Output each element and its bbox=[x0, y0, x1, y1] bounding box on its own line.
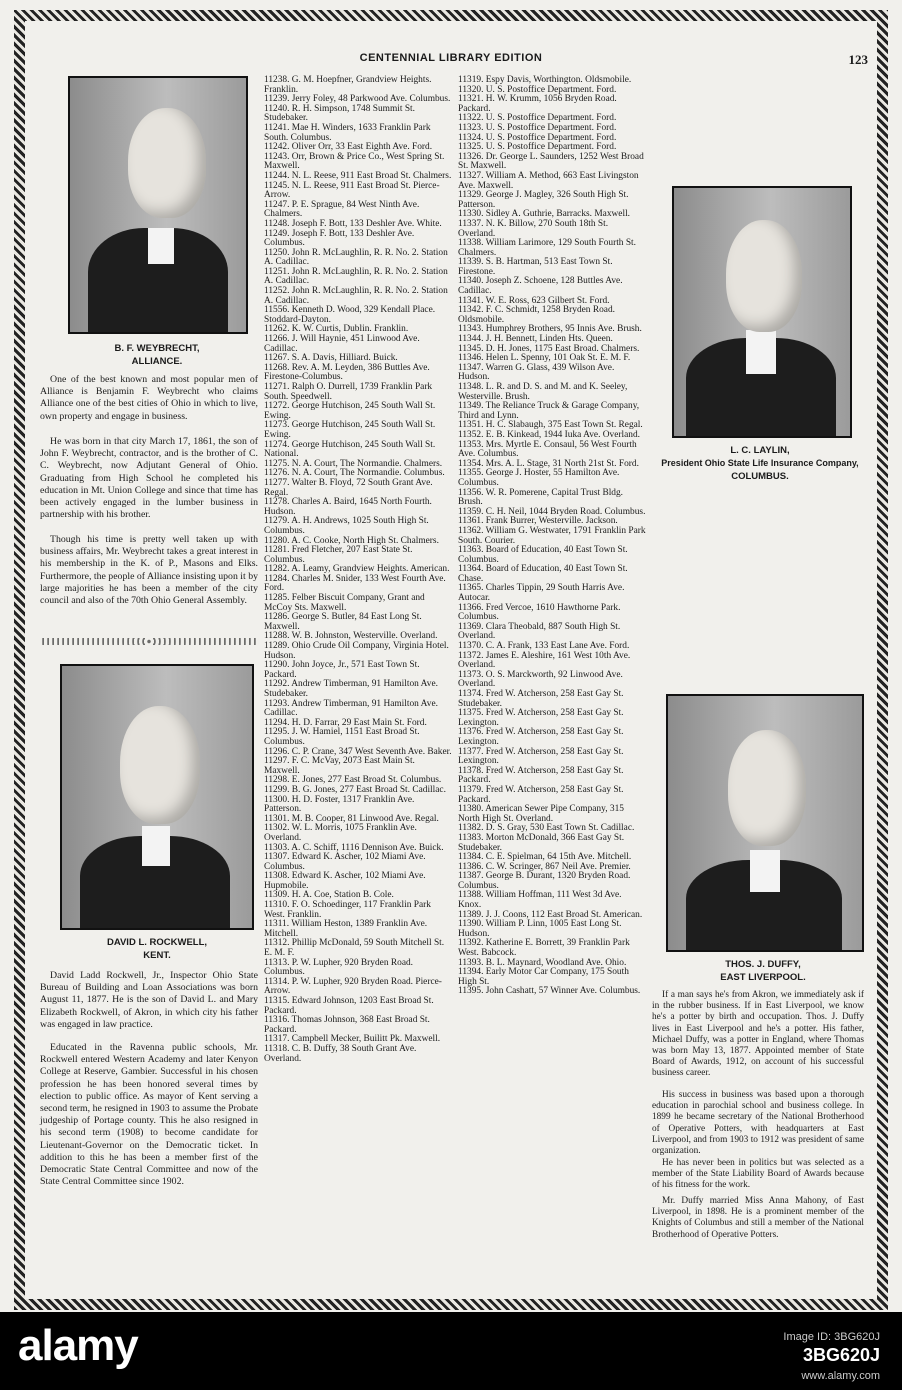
list-item: 11249. Joseph F. Bott, 133 Deshler Ave. Columbus. bbox=[264, 228, 415, 249]
list-item: 11351. H. C. Slabaugh, 375 East Town St. Regal. bbox=[458, 420, 643, 431]
list-item: 11389. J. J. Coons, 112 East Broad St. American. bbox=[458, 909, 643, 920]
list-item: 11326. Dr. George L. Saunders, 1252 West Broad St. Maxwell. bbox=[458, 151, 644, 172]
list-item: 11281. Fred Fletcher, 207 East State St. Columbus. bbox=[264, 545, 413, 565]
list-item: 11361. Frank Burrer, Westerville. Jackson. bbox=[458, 516, 618, 527]
list-item: 11309. H. A. Coe, Station B. Cole. bbox=[264, 890, 394, 901]
list-item: 11241. Mae H. Winders, 1633 Franklin Park South. Columbus. bbox=[264, 122, 431, 143]
page-number: 123 bbox=[848, 52, 868, 67]
list-item: 11315. Edward Johnson, 1203 East Broad St. Packard. bbox=[264, 996, 434, 1016]
list-item: 11302. W. L. Morris, 1075 Franklin Ave. Overland. bbox=[264, 823, 417, 843]
list-item: 11242. Oliver Orr, 33 East Eighth Ave. Ford. bbox=[264, 142, 433, 153]
watermark-logo: alamy bbox=[18, 1321, 138, 1370]
registration-list-2 bbox=[458, 76, 646, 997]
list-item: 11282. A. Leamy, Grandview Heights. American. bbox=[264, 564, 450, 575]
list-item: 11243. Orr, Brown & Price Co., West Spring St. Maxwell. bbox=[264, 151, 445, 172]
registration-list-1 bbox=[264, 76, 452, 1064]
list-item: 11327. William A. Method, 663 East Livingston Ave. Maxwell. bbox=[458, 170, 639, 191]
page-inner bbox=[30, 24, 872, 1298]
list-item: 11294. H. D. Farrar, 29 East Main St. Ford. bbox=[264, 717, 427, 728]
caption-duffy bbox=[658, 958, 868, 984]
list-item: 11300. H. D. Foster, 1317 Franklin Ave. Patterson. bbox=[264, 794, 415, 815]
duffy-para-3: He has never been in politics but was selected as a member of the State Liability Board of Awards because of his fitness for the work. bbox=[652, 1158, 864, 1191]
list-item: 11373. O. S. Marckworth, 92 Linwood Ave. Overland. bbox=[458, 669, 623, 690]
caption-rockwell-name: DAVID L. ROCKWELL, bbox=[106, 937, 208, 948]
watermark-url: www.alamy.com bbox=[801, 1370, 880, 1382]
watermark-code: 3BG620J bbox=[802, 1345, 880, 1365]
list-item: 11341. W. E. Ross, 623 Gilbert St. Ford. bbox=[458, 295, 610, 306]
list-item: 11339. S. B. Hartman, 513 East Town St. Firestone. bbox=[458, 257, 613, 277]
list-item: 11317. Campbell Mecker, Builitt Pk. Maxwell. bbox=[264, 1034, 441, 1045]
list-item: 11353. Mrs. Myrtle E. Consaul, 56 West Fourth Ave. Columbus. bbox=[458, 439, 637, 460]
caption-rockwell-place: KENT. bbox=[143, 950, 171, 961]
list-item: 11388. William Hoffman, 111 West 3d Ave. Knox. bbox=[458, 890, 622, 911]
list-item: 11340. Joseph Z. Schoene, 128 Buttles Ave. Cadillac. bbox=[458, 276, 623, 297]
list-item: 11372. James E. Aleshire, 161 West 10th Ave. Overland. bbox=[458, 650, 631, 671]
list-item: 11325. U. S. Postoffice Department. Ford. bbox=[458, 142, 617, 153]
list-item: 11301. M. B. Cooper, 81 Linwood Ave. Regal. bbox=[264, 813, 439, 824]
duffy-para-2: His success in business was based upon a thorough education in parochial school and business college. In 1899 he became secretary of the National Brotherhood of Operative Potters, with headquarters at East Liverpool, and from 1903 to 1912 was president of same organization. bbox=[652, 1090, 864, 1157]
list-item: 11362. William G. Westwater, 1791 Franklin Park South. Courier. bbox=[458, 525, 646, 546]
list-item: 11393. B. L. Maynard, Woodland Ave. Ohio. bbox=[458, 957, 627, 968]
rockwell-para-1: David Ladd Rockwell, Jr., Inspector Ohio State Bureau of Building and Loan Associations was born August 11, 1877. He is the son of David L. and Mary Elizabeth Rockwell, of Akron, in which city his father was engaged in law practice. bbox=[40, 970, 258, 1030]
list-item: 11275. N. A. Court, The Normandie. Chalmers. bbox=[264, 458, 443, 469]
list-item: 11276. N. A. Court, The Normandie. Columbus. bbox=[264, 468, 445, 479]
duffy-para-4: Mr. Duffy married Miss Anna Mahony, of East Liverpool, in 1898. He is a prominent member of the Knights of Columbus and still a member of the National Brotherhood of Operative Potters. bbox=[652, 1196, 864, 1240]
list-item: 11248. Joseph F. Bott, 133 Deshler Ave. White. bbox=[264, 218, 442, 229]
list-item: 11266. J. Will Haynie, 451 Linwood Ave. Cadillac. bbox=[264, 334, 420, 354]
list-item: 11392. Katherine E. Borrett, 39 Franklin Park West. Babcock. bbox=[458, 938, 630, 959]
portrait-laylin bbox=[672, 186, 852, 438]
page-header-title: CENTENNIAL LIBRARY EDITION bbox=[359, 52, 543, 64]
list-item: 11318. C. B. Duffy, 38 South Grant Ave. Overland. bbox=[264, 1043, 417, 1064]
portrait-weybrecht bbox=[68, 76, 248, 334]
portrait-duffy bbox=[666, 694, 864, 952]
list-item: 11359. C. H. Neil, 1044 Bryden Road. Columbus. bbox=[458, 506, 646, 517]
list-item: 11289. Ohio Crude Oil Company, Virginia Hotel. Hudson. bbox=[264, 641, 449, 661]
list-item: 11308. Edward K. Ascher, 102 Miami Ave. Hupmobile. bbox=[264, 871, 426, 891]
list-item: 11252. John R. McLaughlin, R. R. No. 2. Station A. Cadillac. bbox=[264, 286, 448, 306]
list-item: 11298. E. Jones, 277 East Broad St. Columbus. bbox=[264, 775, 442, 786]
list-item: 11395. John Cashatt, 57 Winner Ave. Columbus. bbox=[458, 986, 641, 997]
list-item: 11323. U. S. Postoffice Department. Ford. bbox=[458, 122, 617, 133]
list-item: 11290. John Joyce, Jr., 571 East Town St. Packard. bbox=[264, 660, 420, 680]
list-item: 11346. Helen L. Spenny, 101 Oak St. E. M. F. bbox=[458, 353, 631, 364]
list-item: 11355. George J. Hoster, 55 Hamilton Ave. Columbus. bbox=[458, 468, 620, 488]
weybrecht-para-1: One of the best known and most popular men of Alliance is Benjamin F. Weybrecht who claims Alliance one of the best cities of Ohio in which to live, own property and engage in business. bbox=[40, 374, 258, 422]
list-item: 11311. William Heston, 1389 Franklin Ave. Mitchell. bbox=[264, 919, 428, 939]
list-item: 11268. Rev. A. M. Leyden, 386 Buttles Ave. Firestone-Columbus. bbox=[264, 362, 430, 383]
list-item: 11247. P. E. Sprague, 84 West Ninth Ave. Chalmers. bbox=[264, 199, 420, 220]
list-item: 11313. P. W. Lupher, 920 Bryden Road. Columbus. bbox=[264, 957, 414, 978]
list-item: 11250. John R. McLaughlin, R. R. No. 2. Station A. Cadillac. bbox=[264, 247, 448, 268]
list-item: 11303. A. C. Schiff, 1116 Dennison Ave. Buick. bbox=[264, 842, 444, 853]
list-item: 11394. Early Motor Car Company, 175 South High St. bbox=[458, 967, 629, 987]
list-item: 11240. R. H. Simpson, 1748 Summit St. Studebaker. bbox=[264, 103, 415, 124]
list-item: 11277. Walter B. Floyd, 72 South Grant Ave. Regal. bbox=[264, 477, 433, 498]
list-item: 11322. U. S. Postoffice Department. Ford. bbox=[458, 113, 617, 124]
list-item: 11330. Sidley A. Guthrie, Barracks. Maxwell. bbox=[458, 209, 631, 220]
list-item: 11347. Warren G. Glass, 439 Wilson Ave. Hudson. bbox=[458, 362, 615, 383]
caption-weybrecht-place: ALLIANCE. bbox=[131, 356, 183, 367]
list-item: 11324. U. S. Postoffice Department. Ford. bbox=[458, 132, 617, 143]
list-item: 11316. Thomas Johnson, 368 East Broad St. Packard. bbox=[264, 1015, 430, 1035]
list-item: 11386. C. W. Scringer, 867 Neil Ave. Premier. bbox=[458, 861, 631, 872]
list-item: 11278. Charles A. Baird, 1645 North Fourth. Hudson. bbox=[264, 497, 432, 517]
list-item: 11338. William Larimore, 129 South Fourth St. Chalmers. bbox=[458, 238, 636, 258]
portrait-rockwell bbox=[60, 664, 254, 930]
list-item: 11337. N. K. Billow, 270 South 18th St. Overland. bbox=[458, 218, 609, 239]
list-item: 11307. Edward K. Ascher, 102 Miami Ave. Columbus. bbox=[264, 852, 426, 872]
list-item: 11251. John R. McLaughlin, R. R. No. 2. Station A. Cadillac. bbox=[264, 266, 448, 287]
caption-laylin-place: COLUMBUS. bbox=[731, 471, 789, 482]
list-item: 11387. George B. Durant, 1320 Bryden Road. Columbus. bbox=[458, 871, 631, 891]
list-item: 11267. S. A. Davis, Hilliard. Buick. bbox=[264, 353, 398, 364]
caption-laylin-name: L. C. LAYLIN, bbox=[730, 445, 790, 456]
list-item: 11369. Clara Theobald, 887 South High St. Overland. bbox=[458, 621, 621, 642]
list-item: 11245. N. L. Reese, 911 East Broad St. Pierce-Arrow. bbox=[264, 180, 440, 201]
list-item: 11295. J. W. Hamiel, 1151 East Broad St. Columbus. bbox=[264, 727, 420, 747]
list-item: 11366. Fred Vercoe, 1610 Hawthorne Park. Columbus. bbox=[458, 602, 621, 623]
list-item: 11274. George Hutchison, 245 South Wall St. National. bbox=[264, 439, 436, 460]
list-item: 11284. Charles M. Snider, 133 West Fourth Ave. Ford. bbox=[264, 573, 446, 594]
list-item: 11356. W. R. Pomerene, Capital Trust Bldg. Brush. bbox=[458, 487, 624, 508]
list-item: 11354. Mrs. A. L. Stage, 31 North 21st St. Ford. bbox=[458, 458, 639, 469]
list-item: 11273. George Hutchison, 245 South Wall St. Ewing. bbox=[264, 420, 436, 440]
list-item: 11365. Charles Tippin, 29 South Harris Ave. Autocar. bbox=[458, 583, 625, 604]
caption-rockwell bbox=[60, 936, 254, 962]
list-item: 11382. D. S. Gray, 530 East Town St. Cadillac. bbox=[458, 823, 635, 834]
list-item: 11329. George J. Magley, 326 South High St. Patterson. bbox=[458, 190, 629, 210]
caption-duffy-place: EAST LIVERPOOL. bbox=[720, 972, 806, 983]
list-item: 11342. F. C. Schmidt, 1258 Bryden Road. Oldsmobile. bbox=[458, 305, 615, 325]
weybrecht-para-3: Though his time is pretty well taken up with business affairs, Mr. Weybrecht takes a great interest in his membership in the K. of P., Masons and Elks. Furthermore, the people of Alliance insisting upon it by large majorities he has been a member of the city council and also of the 70th Ohio General Assembly. bbox=[40, 534, 258, 607]
list-item: 11314. P. W. Lupher, 920 Bryden Road. Pierce-Arrow. bbox=[264, 976, 442, 997]
list-item: 11271. Ralph O. Durrell, 1739 Franklin Park South. Speedwell. bbox=[264, 382, 433, 402]
watermark-image-id bbox=[783, 1328, 880, 1364]
list-item: 11379. Fred W. Atcherson, 258 East Gay St. Packard. bbox=[458, 784, 624, 805]
list-item: 11293. Andrew Timberman, 91 Hamilton Ave. Cadillac. bbox=[264, 698, 438, 719]
list-item: 11375. Fred W. Atcherson, 258 East Gay St. Lexington. bbox=[458, 708, 624, 728]
watermark-image-id-label: Image ID: 3BG620J bbox=[783, 1331, 880, 1343]
list-item: 11310. F. O. Schoedinger, 117 Franklin Park West. Franklin. bbox=[264, 900, 431, 920]
list-item: 11288. W. B. Johnston, Westerville. Overland. bbox=[264, 631, 438, 642]
list-item: 11384. C. E. Spielman, 64 15th Ave. Mitchell. bbox=[458, 852, 632, 863]
list-item: 11321. H. W. Krumm, 1056 Bryden Road. Packard. bbox=[458, 94, 617, 114]
list-item: 11272. George Hutchison, 245 South Wall St. Ewing. bbox=[264, 401, 436, 421]
list-item: 11239. Jerry Foley, 48 Parkwood Ave. Columbus. bbox=[264, 94, 451, 105]
caption-laylin bbox=[658, 444, 862, 483]
list-item: 11390. William P. Linn, 1005 East Long St. Hudson. bbox=[458, 919, 622, 939]
list-item: 11319. Espy Davis, Worthington. Oldsmobile. bbox=[458, 75, 632, 85]
caption-weybrecht bbox=[60, 342, 254, 368]
list-item: 11344. J. H. Bennett, Linden Hts. Queen. bbox=[458, 334, 613, 345]
rockwell-para-2: Educated in the Ravenna public schools, Mr. Rockwell entered Western Academy and later Kenyon College at Reserve, Gambier. Successful in his chosen profession he has been honored several times by election to public office. As mayor of Kent serving a second term, he resigned in 1903 to assume the Probate judgeship of Portage county. This he also resigned in his second term (1908) to become candidate for Lieutenant-Governor on the Democratic ticket. In addition to this he has been a member first of the Democratic State Central Committee and now of the State Central Committee since 1902. bbox=[40, 1042, 258, 1188]
list-item: 11556. Kenneth D. Wood, 329 Kendall Place. Stoddard-Dayton. bbox=[264, 305, 436, 325]
list-item: 11364. Board of Education, 40 East Town St. Chase. bbox=[458, 564, 628, 584]
divider-ornament-left bbox=[40, 638, 258, 645]
list-item: 11286. George S. Butler, 84 East Long St. Maxwell. bbox=[264, 612, 422, 632]
list-item: 11262. K. W. Curtis, Dublin. Franklin. bbox=[264, 324, 409, 335]
list-item: 11383. Morton McDonald, 366 East Gay St. Studebaker. bbox=[458, 832, 625, 853]
caption-laylin-title: President Ohio State Life Insurance Company, bbox=[661, 458, 859, 468]
list-item: 11280. A. C. Cooke, North High St. Chalmers. bbox=[264, 535, 439, 546]
list-item: 11376. Fred W. Atcherson, 258 East Gay St. Lexington. bbox=[458, 727, 624, 747]
list-item: 11296. C. P. Crane, 347 West Seventh Ave. Baker. bbox=[264, 746, 452, 757]
list-item: 11380. American Sewer Pipe Company, 315 North High St. Overland. bbox=[458, 804, 624, 824]
list-item: 11320. U. S. Postoffice Department. Ford. bbox=[458, 84, 617, 95]
list-item: 11285. Felber Biscuit Company, Grant and McCoy Sts. Maxwell. bbox=[264, 593, 425, 613]
list-item: 11370. C. A. Frank, 133 East Lane Ave. Ford. bbox=[458, 641, 630, 652]
list-item: 11238. G. M. Hoepfner, Grandview Heights. Franklin. bbox=[264, 75, 432, 95]
caption-duffy-name: THOS. J. DUFFY, bbox=[725, 959, 801, 970]
list-item: 11349. The Reliance Truck & Garage Company, Third and Lynn. bbox=[458, 401, 640, 421]
duffy-para-1: If a man says he's from Akron, we immediately ask if in the rubber business. If in East Liverpool, we know he's a potter by birth and occupation. Thos. J. Duffy lives in East Liverpool and he's a potter. His father, Michael Duffy, was a potter in England, where Thomas was born May 13, 1877. Appointed member of State Board of Awards, 1912, on account of his successful business career. bbox=[652, 990, 864, 1079]
list-item: 11299. B. G. Jones, 277 East Broad St. Cadillac. bbox=[264, 784, 446, 795]
list-item: 11292. Andrew Timberman, 91 Hamilton Ave. Studebaker. bbox=[264, 679, 438, 699]
list-item: 11279. A. H. Andrews, 1025 South High St. Columbus. bbox=[264, 516, 429, 536]
list-item: 11244. N. L. Reese, 911 East Broad St. Chalmers. bbox=[264, 170, 452, 181]
list-item: 11348. L. R. and D. S. and M. and K. Seeley, Westerville. Brush. bbox=[458, 382, 628, 402]
list-item: 11378. Fred W. Atcherson, 258 East Gay St. Packard. bbox=[458, 765, 624, 786]
list-item: 11352. E. B. Kinkead, 1944 Iuka Ave. Overland. bbox=[458, 429, 640, 440]
list-item: 11312. Phillip McDonald, 59 South Mitchell St. E. M. F. bbox=[264, 938, 445, 959]
list-item: 11374. Fred W. Atcherson, 258 East Gay St. Studebaker. bbox=[458, 689, 624, 709]
list-item: 11297. F. C. McVay, 2073 East Main St. Maxwell. bbox=[264, 756, 415, 776]
list-item: 11363. Board of Education, 40 East Town St. Columbus. bbox=[458, 545, 628, 565]
caption-weybrecht-name: B. F. WEYBRECHT, bbox=[114, 343, 200, 354]
list-item: 11377. Fred W. Atcherson, 258 East Gay St. Lexington. bbox=[458, 746, 624, 767]
list-item: 11345. D. H. Jones, 1175 East Broad. Chalmers. bbox=[458, 343, 640, 354]
weybrecht-para-2: He was born in that city March 17, 1861, the son of John F. Weybrecht, contractor, and is the brother of C. C. Weybrecht, now Adjutant General of Ohio. Graduating from High School he completed his education in Mt. Union College and since that time has been actively engaged in the lumber business in partnership with his brother. bbox=[40, 436, 258, 521]
list-item: 11343. Humphrey Brothers, 95 Innis Ave. Brush. bbox=[458, 324, 642, 335]
